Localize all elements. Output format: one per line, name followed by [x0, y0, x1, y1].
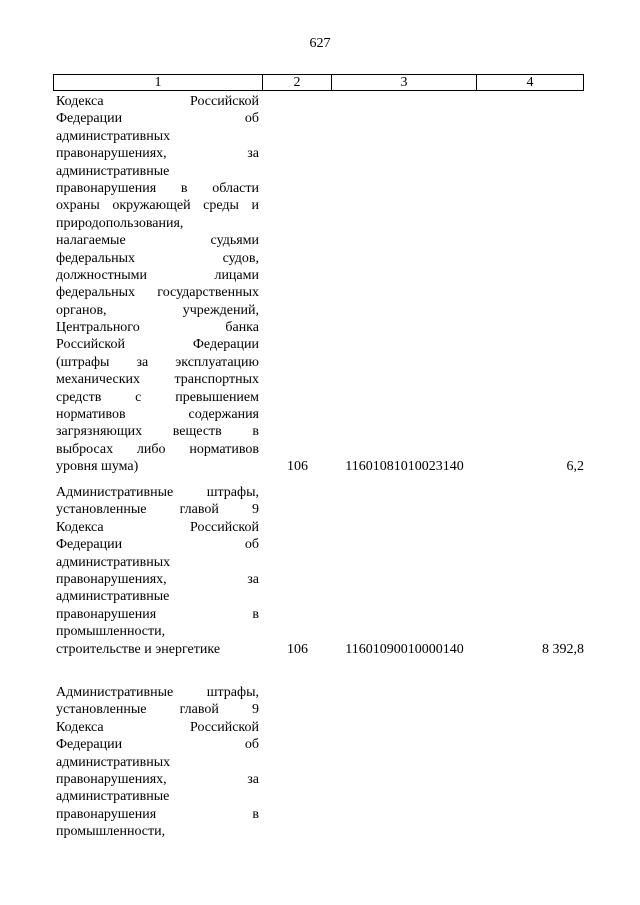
- description-line: загрязняющих веществ в: [56, 424, 259, 440]
- description-line: административные: [56, 589, 170, 605]
- description-line: правонарушения в: [56, 806, 259, 822]
- description-line: Кодекса Российской: [56, 519, 259, 535]
- description-line: средств с превышением: [56, 389, 259, 405]
- description-line: федеральных государственных: [56, 285, 259, 301]
- description-line: промышленности,: [56, 624, 166, 640]
- chapter-code: 106: [287, 459, 308, 475]
- description-line: (штрафы за эксплуатацию: [56, 354, 259, 370]
- description-line: административные: [56, 163, 170, 179]
- amount-value: 8 392,8: [542, 641, 584, 657]
- description-line: Административные штрафы,: [56, 485, 259, 500]
- description-line: правонарушениях, за: [56, 771, 259, 787]
- description-line: Кодекса Российской: [56, 719, 259, 735]
- description-line: строительстве и энергетике: [56, 641, 221, 657]
- description-line: административных: [56, 754, 171, 770]
- description-line: органов, учреждений,: [56, 302, 259, 318]
- header-col-2: 2: [263, 75, 332, 90]
- description-line: нормативов содержания: [56, 407, 259, 423]
- description-line: выбросах либо нормативов: [56, 441, 259, 457]
- header-col-1: 1: [54, 75, 263, 90]
- description-line: Российской Федерации: [56, 337, 259, 353]
- description-line: уровня шума): [56, 459, 139, 475]
- description-line: промышленности,: [56, 824, 166, 840]
- description-line: природопользования,: [56, 215, 184, 231]
- table-header-row: [53, 74, 584, 91]
- description-line: административных: [56, 554, 171, 570]
- classification-code: 11601081010023140: [345, 459, 464, 475]
- description-line: должностными лицами: [56, 267, 259, 283]
- description-line: установленные главой 9: [56, 502, 259, 518]
- description-line: федеральных судов,: [56, 250, 259, 266]
- classification-code: 11601090010000140: [345, 641, 464, 657]
- description-line: налагаемые судьями: [56, 233, 259, 249]
- description-line: механических транспортных: [56, 372, 259, 388]
- description-line: административные: [56, 789, 170, 805]
- description-line: правонарушениях, за: [56, 146, 259, 162]
- row-description: [56, 684, 259, 841]
- description-line: административных: [56, 128, 171, 144]
- description-line: правонарушения в: [56, 606, 259, 622]
- header-col-4: 4: [526, 75, 534, 90]
- row-description: [56, 484, 259, 658]
- header-col-3: 3: [332, 75, 477, 90]
- description-line: установленные главой 9: [56, 702, 259, 718]
- page-number: 627: [309, 36, 331, 51]
- description-line: правонарушения в области: [56, 180, 259, 196]
- description-line: Административные штрафы,: [56, 685, 259, 700]
- description-line: Федерации об: [56, 537, 259, 553]
- description-line: Федерации об: [56, 111, 259, 127]
- amount-value: 6,2: [566, 459, 584, 475]
- description-line: охраны окружающей среды и: [56, 198, 259, 214]
- description-line: Кодекса Российской: [56, 94, 259, 109]
- chapter-code: 106: [287, 641, 308, 657]
- description-line: правонарушениях, за: [56, 571, 259, 587]
- description-line: Федерации об: [56, 737, 259, 753]
- row-description: [56, 93, 259, 476]
- description-line: Центрального банка: [56, 320, 259, 336]
